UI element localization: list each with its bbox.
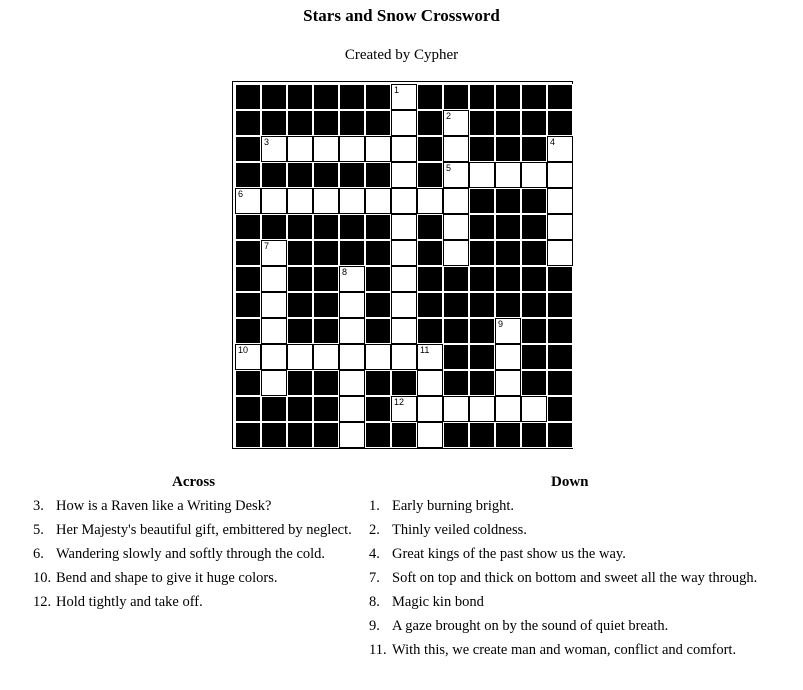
down-clue xyxy=(369,593,757,617)
grid-cell-black xyxy=(443,422,469,448)
grid-cell-white[interactable] xyxy=(547,136,573,162)
clue-text: Thinly veiled coldness. xyxy=(392,522,527,538)
grid-cell-white[interactable] xyxy=(521,162,547,188)
grid-cell-white[interactable] xyxy=(547,214,573,240)
grid-cell-white[interactable] xyxy=(261,292,287,318)
grid-cell-black xyxy=(365,162,391,188)
grid-cell-white[interactable] xyxy=(443,162,469,188)
grid-cell-white[interactable] xyxy=(339,344,365,370)
grid-cell-black xyxy=(235,136,261,162)
clue-text: Hold tightly and take off. xyxy=(56,594,203,610)
grid-cell-white[interactable] xyxy=(417,370,443,396)
grid-cell-black xyxy=(313,266,339,292)
grid-cell-black xyxy=(313,422,339,448)
grid-cell-white[interactable] xyxy=(261,266,287,292)
grid-cell-white[interactable] xyxy=(235,188,261,214)
grid-cell-black xyxy=(287,318,313,344)
grid-cell-white[interactable] xyxy=(391,344,417,370)
grid-cell-black xyxy=(339,240,365,266)
clue-number: 9 xyxy=(498,319,504,329)
grid-cell-black xyxy=(313,110,339,136)
grid-cell-black xyxy=(261,110,287,136)
grid-cell-black xyxy=(235,318,261,344)
grid-cell-white[interactable] xyxy=(391,396,417,422)
grid-cell-black xyxy=(391,422,417,448)
grid-cell-black xyxy=(261,422,287,448)
grid-cell-black xyxy=(287,370,313,396)
grid-cell-black xyxy=(365,292,391,318)
grid-cell-black xyxy=(469,422,495,448)
grid-cell-black xyxy=(365,240,391,266)
grid-cell-black xyxy=(547,422,573,448)
grid-cell-black xyxy=(313,162,339,188)
grid-cell-black xyxy=(521,240,547,266)
grid-cell-white[interactable] xyxy=(417,396,443,422)
grid-cell-black xyxy=(495,84,521,110)
grid-cell-black xyxy=(469,84,495,110)
grid-cell-black xyxy=(469,370,495,396)
grid-cell-black xyxy=(235,370,261,396)
grid-cell-white[interactable] xyxy=(417,344,443,370)
clue-text: Her Majesty's beautiful gift, embittered by neglect. xyxy=(56,522,352,538)
grid-cell-black xyxy=(365,318,391,344)
clue-number-label: 11. xyxy=(369,642,387,658)
grid-cell-black xyxy=(417,266,443,292)
grid-cell-black xyxy=(521,318,547,344)
grid-cell-white[interactable] xyxy=(547,188,573,214)
grid-cell-black xyxy=(469,318,495,344)
clue-number-label: 2. xyxy=(369,522,380,538)
grid-cell-white[interactable] xyxy=(313,136,339,162)
grid-cell-black xyxy=(547,84,573,110)
grid-cell-black xyxy=(339,214,365,240)
across-clue xyxy=(33,521,352,545)
grid-cell-white[interactable] xyxy=(261,240,287,266)
grid-cell-black xyxy=(547,318,573,344)
clue-text: Bend and shape to give it huge colors. xyxy=(56,570,278,586)
across-clue xyxy=(33,593,352,617)
grid-cell-black xyxy=(547,110,573,136)
grid-cell-white[interactable] xyxy=(313,344,339,370)
grid-cell-black xyxy=(417,110,443,136)
grid-cell-black xyxy=(235,422,261,448)
clue-number: 1 xyxy=(394,85,400,95)
grid-cell-black xyxy=(521,370,547,396)
grid-cell-white[interactable] xyxy=(469,162,495,188)
clue-number-label: 1. xyxy=(369,498,380,514)
grid-cell-black xyxy=(365,266,391,292)
grid-cell-black xyxy=(495,136,521,162)
down-heading: Down xyxy=(551,474,589,490)
page-title: Stars and Snow Crossword xyxy=(303,6,500,25)
grid-cell-black xyxy=(417,136,443,162)
clue-number: 10 xyxy=(238,345,249,355)
grid-cell-black xyxy=(365,110,391,136)
grid-cell-black xyxy=(521,422,547,448)
grid-cell-black xyxy=(443,84,469,110)
clue-number-label: 10. xyxy=(33,570,52,586)
grid-cell-black xyxy=(313,370,339,396)
grid-cell-black xyxy=(365,370,391,396)
grid-cell-black xyxy=(469,214,495,240)
grid-cell-black xyxy=(339,162,365,188)
grid-cell-white[interactable] xyxy=(261,188,287,214)
grid-cell-white[interactable] xyxy=(391,188,417,214)
down-clue xyxy=(369,497,757,521)
grid-cell-white[interactable] xyxy=(391,110,417,136)
grid-cell-black xyxy=(417,240,443,266)
grid-cell-black xyxy=(365,396,391,422)
grid-cell-white[interactable] xyxy=(443,396,469,422)
clue-number: 6 xyxy=(238,189,244,199)
grid-cell-white[interactable] xyxy=(391,84,417,110)
grid-cell-black xyxy=(235,214,261,240)
grid-cell-black xyxy=(495,240,521,266)
clue-text: Magic kin bond xyxy=(392,594,484,610)
grid-cell-white[interactable] xyxy=(339,396,365,422)
grid-cell-black xyxy=(443,318,469,344)
grid-cell-black xyxy=(287,266,313,292)
clue-text: Wandering slowly and softly through the cold. xyxy=(56,546,326,562)
grid-cell-black xyxy=(443,292,469,318)
grid-cell-black xyxy=(287,240,313,266)
grid-cell-black xyxy=(521,292,547,318)
grid-cell-white[interactable] xyxy=(261,318,287,344)
grid-cell-white[interactable] xyxy=(443,240,469,266)
grid-cell-black xyxy=(417,162,443,188)
grid-cell-black xyxy=(235,266,261,292)
grid-cell-white[interactable] xyxy=(547,162,573,188)
grid-cell-black xyxy=(417,292,443,318)
grid-cell-black xyxy=(469,292,495,318)
grid-cell-black xyxy=(469,136,495,162)
grid-cell-black xyxy=(417,318,443,344)
grid-cell-white[interactable] xyxy=(261,344,287,370)
grid-cell-black xyxy=(521,344,547,370)
clue-number-label: 6. xyxy=(33,546,44,562)
grid-cell-white[interactable] xyxy=(469,396,495,422)
clue-number-label: 3. xyxy=(33,498,44,514)
grid-cell-black xyxy=(235,240,261,266)
grid-cell-black xyxy=(469,240,495,266)
grid-cell-white[interactable] xyxy=(287,188,313,214)
down-clue xyxy=(369,617,757,641)
grid-cell-black xyxy=(313,214,339,240)
grid-cell-black xyxy=(313,240,339,266)
grid-cell-black xyxy=(547,396,573,422)
clue-number: 12 xyxy=(394,397,405,407)
clue-number-label: 5. xyxy=(33,522,44,538)
grid-cell-white[interactable] xyxy=(391,292,417,318)
grid-cell-white[interactable] xyxy=(495,162,521,188)
clue-number-label: 12. xyxy=(33,594,52,610)
grid-cell-black xyxy=(547,370,573,396)
grid-cell-white[interactable] xyxy=(443,110,469,136)
clue-text: Early burning bright. xyxy=(392,498,515,514)
grid-cell-black xyxy=(235,162,261,188)
grid-cell-white[interactable] xyxy=(495,318,521,344)
grid-cell-black xyxy=(339,84,365,110)
clue-number-label: 9. xyxy=(369,618,380,634)
grid-cell-white[interactable] xyxy=(261,136,287,162)
across-heading: Across xyxy=(172,474,216,490)
across-clue-list xyxy=(33,497,352,617)
grid-cell-black xyxy=(261,396,287,422)
grid-cell-white[interactable] xyxy=(339,188,365,214)
clue-text: With this, we create man and woman, conflict and comfort. xyxy=(392,642,737,658)
clue-number: 4 xyxy=(550,137,556,147)
grid-cell-black xyxy=(287,214,313,240)
grid-cell-white[interactable] xyxy=(495,344,521,370)
grid-cell-black xyxy=(495,292,521,318)
grid-cell-white[interactable] xyxy=(417,422,443,448)
grid-cell-black xyxy=(261,84,287,110)
grid-cell-black xyxy=(235,84,261,110)
grid-cell-white[interactable] xyxy=(391,162,417,188)
grid-cell-black xyxy=(313,292,339,318)
grid-cell-white[interactable] xyxy=(287,136,313,162)
grid-cell-white[interactable] xyxy=(339,292,365,318)
grid-cell-black xyxy=(443,266,469,292)
grid-cell-black xyxy=(313,84,339,110)
grid-cell-black xyxy=(469,188,495,214)
grid-cell-black xyxy=(495,422,521,448)
clue-number: 8 xyxy=(342,267,348,277)
grid-cell-white[interactable] xyxy=(391,214,417,240)
grid-cell-white[interactable] xyxy=(339,422,365,448)
grid-cell-white[interactable] xyxy=(391,240,417,266)
grid-cell-white[interactable] xyxy=(365,136,391,162)
down-clue xyxy=(369,641,757,665)
grid-cell-black xyxy=(417,84,443,110)
grid-cell-black xyxy=(365,214,391,240)
grid-cell-black xyxy=(313,396,339,422)
down-clue xyxy=(369,521,757,545)
grid-cell-black xyxy=(495,110,521,136)
clue-number: 2 xyxy=(446,111,452,121)
grid-cell-white[interactable] xyxy=(339,136,365,162)
grid-cell-black xyxy=(547,266,573,292)
grid-cell-black xyxy=(547,344,573,370)
grid-cell-black xyxy=(469,266,495,292)
grid-cell-black xyxy=(261,214,287,240)
grid-cell-black xyxy=(521,188,547,214)
grid-cell-white[interactable] xyxy=(365,188,391,214)
grid-cell-white[interactable] xyxy=(443,188,469,214)
clue-number-label: 8. xyxy=(369,594,380,610)
grid-cell-black xyxy=(287,396,313,422)
grid-cell-white[interactable] xyxy=(391,266,417,292)
clue-text: A gaze brought on by the sound of quiet breath. xyxy=(392,618,669,634)
grid-cell-white[interactable] xyxy=(287,344,313,370)
clue-text: Soft on top and thick on bottom and sweet all the way through. xyxy=(392,570,758,586)
clue-text: How is a Raven like a Writing Desk? xyxy=(56,498,272,514)
grid-cell-black xyxy=(287,422,313,448)
grid-cell-black xyxy=(521,136,547,162)
grid-cell-black xyxy=(521,214,547,240)
grid-cell-black xyxy=(547,292,573,318)
grid-cell-white[interactable] xyxy=(313,188,339,214)
grid-cell-white[interactable] xyxy=(235,344,261,370)
clue-number-label: 7. xyxy=(369,570,380,586)
grid-cell-black xyxy=(391,370,417,396)
down-clue xyxy=(369,545,757,569)
grid-cell-black xyxy=(287,162,313,188)
grid-cell-black xyxy=(469,110,495,136)
grid-cell-white[interactable] xyxy=(547,240,573,266)
grid-cell-black xyxy=(443,344,469,370)
grid-cell-white[interactable] xyxy=(521,396,547,422)
grid-cell-white[interactable] xyxy=(261,370,287,396)
grid-cell-black xyxy=(287,84,313,110)
grid-cell-black xyxy=(235,396,261,422)
grid-cell-black xyxy=(443,370,469,396)
grid-cell-black xyxy=(235,292,261,318)
grid-cell-black xyxy=(521,110,547,136)
grid-cell-white[interactable] xyxy=(365,344,391,370)
grid-cell-black xyxy=(313,318,339,344)
grid-cell-black xyxy=(521,266,547,292)
grid-cell-black xyxy=(495,188,521,214)
clue-number: 7 xyxy=(264,241,270,251)
across-clue xyxy=(33,497,352,521)
page-subtitle: Created by Cypher xyxy=(344,47,459,63)
grid-cell-black xyxy=(365,84,391,110)
grid-cell-white[interactable] xyxy=(391,136,417,162)
grid-cell-white[interactable] xyxy=(339,266,365,292)
grid-cell-black xyxy=(495,214,521,240)
grid-cell-black xyxy=(287,110,313,136)
grid-cell-black xyxy=(417,214,443,240)
grid-cell-black xyxy=(365,422,391,448)
grid-cell-black xyxy=(287,292,313,318)
down-clue-list xyxy=(369,497,757,665)
clue-number: 5 xyxy=(446,163,452,173)
grid-cell-black xyxy=(261,162,287,188)
grid-cell-white[interactable] xyxy=(339,318,365,344)
grid-cell-black xyxy=(235,110,261,136)
clue-number-label: 4. xyxy=(369,546,380,562)
grid-cell-white[interactable] xyxy=(495,396,521,422)
clue-number: 3 xyxy=(264,137,270,147)
grid-cell-white[interactable] xyxy=(443,214,469,240)
across-clue xyxy=(33,569,352,593)
clue-text: Great kings of the past show us the way. xyxy=(392,546,626,562)
crossword-grid-frame xyxy=(232,81,573,449)
clue-number: 11 xyxy=(420,345,430,355)
grid-cell-black xyxy=(469,344,495,370)
across-clue xyxy=(33,545,352,569)
crossword-grid xyxy=(235,84,570,448)
grid-cell-white[interactable] xyxy=(443,136,469,162)
grid-cell-white[interactable] xyxy=(391,318,417,344)
grid-cell-white[interactable] xyxy=(339,370,365,396)
down-clue xyxy=(369,569,757,593)
grid-cell-black xyxy=(495,266,521,292)
grid-cell-black xyxy=(339,110,365,136)
grid-cell-white[interactable] xyxy=(417,188,443,214)
grid-cell-white[interactable] xyxy=(495,370,521,396)
grid-cell-black xyxy=(521,84,547,110)
